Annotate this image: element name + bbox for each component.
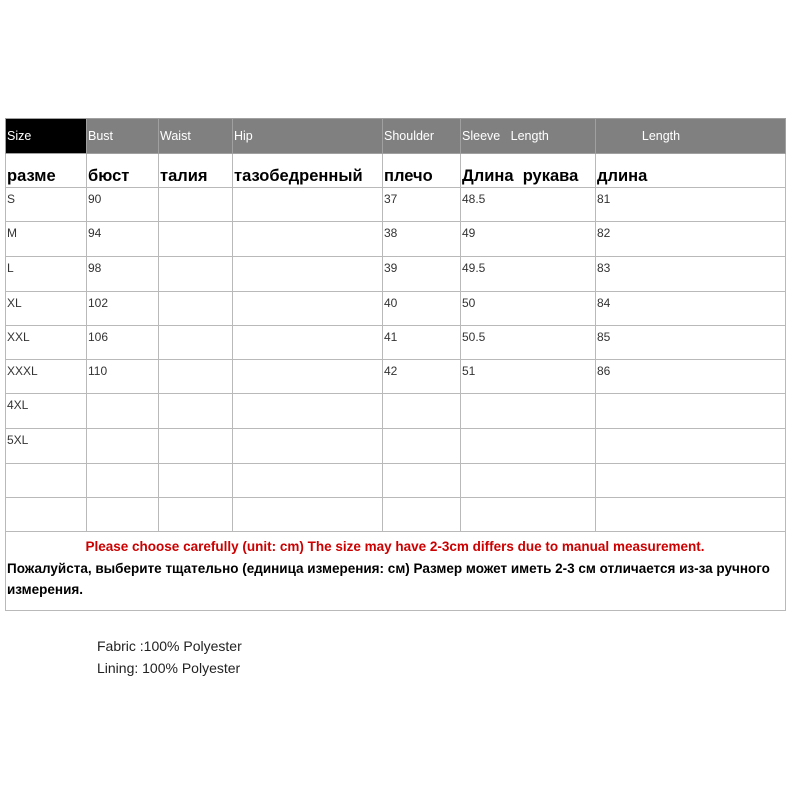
cell-length: 85 (596, 326, 786, 360)
cell-sleeve-length: 50.5 (461, 326, 596, 360)
cell-hip (233, 326, 383, 360)
cell-sleeve-length (461, 498, 596, 532)
cell-size: M (6, 222, 87, 257)
table-row (6, 326, 786, 360)
cell-sleeve-length: 50 (461, 292, 596, 326)
header-hip: Hip (233, 119, 383, 154)
table-row (6, 498, 786, 532)
cell-shoulder: 37 (383, 188, 461, 222)
lining-composition: Lining: 100% Polyester (97, 660, 241, 676)
cell-size: 5XL (6, 429, 87, 464)
cell-waist (159, 222, 233, 257)
cell-sleeve-length (461, 464, 596, 498)
cell-shoulder (383, 394, 461, 429)
cell-bust: 90 (87, 188, 159, 222)
header-ru-row (6, 154, 786, 188)
measurement-note-en: Please choose carefully (unit: cm) The size may have 2-3cm differs due to manual measurement. (85, 539, 705, 554)
header-shoulder: Shoulder (383, 119, 461, 154)
table-row (6, 188, 786, 222)
cell-hip (233, 188, 383, 222)
cell-shoulder (383, 464, 461, 498)
cell-length (596, 394, 786, 429)
cell-size: L (6, 257, 87, 292)
measurement-note-ru: Пожалуйста, выберите тщательно (единица измерения: см) Размер может иметь 2-3 см отличается из-за ручного измерения. (7, 561, 770, 597)
cell-sleeve-length: 51 (461, 360, 596, 394)
cell-shoulder (383, 429, 461, 464)
cell-sleeve-length: 48.5 (461, 188, 596, 222)
header-row (6, 119, 786, 154)
cell-length: 82 (596, 222, 786, 257)
cell-sleeve-length: 49 (461, 222, 596, 257)
cell-length: 83 (596, 257, 786, 292)
cell-shoulder: 38 (383, 222, 461, 257)
cell-sleeve-length: 49.5 (461, 257, 596, 292)
cell-hip (233, 464, 383, 498)
table-row (6, 464, 786, 498)
header-ru-shoulder: плечо (383, 154, 461, 188)
header-length: Length (596, 119, 786, 154)
cell-hip (233, 429, 383, 464)
cell-size: S (6, 188, 87, 222)
cell-size: 4XL (6, 394, 87, 429)
cell-bust: 110 (87, 360, 159, 394)
cell-shoulder: 39 (383, 257, 461, 292)
fabric-composition: Fabric :100% Polyester (97, 638, 242, 654)
measurement-note (6, 532, 786, 611)
header-ru-size: разме (6, 154, 87, 188)
cell-waist (159, 188, 233, 222)
header-ru-waist: талия (159, 154, 233, 188)
table-row (6, 429, 786, 464)
cell-size: XXL (6, 326, 87, 360)
cell-waist (159, 360, 233, 394)
cell-length (596, 429, 786, 464)
header-ru-bust: бюст (87, 154, 159, 188)
cell-sleeve-length (461, 429, 596, 464)
cell-length (596, 464, 786, 498)
cell-hip (233, 498, 383, 532)
cell-shoulder (383, 498, 461, 532)
cell-waist (159, 464, 233, 498)
cell-bust: 102 (87, 292, 159, 326)
table-row (6, 394, 786, 429)
cell-length: 86 (596, 360, 786, 394)
cell-waist (159, 326, 233, 360)
cell-bust (87, 464, 159, 498)
note-row (6, 532, 786, 611)
table-row (6, 360, 786, 394)
cell-hip (233, 222, 383, 257)
table-row (6, 292, 786, 326)
cell-size: XL (6, 292, 87, 326)
cell-hip (233, 257, 383, 292)
header-bust: Bust (87, 119, 159, 154)
cell-size: XXXL (6, 360, 87, 394)
cell-bust: 94 (87, 222, 159, 257)
cell-bust (87, 498, 159, 532)
cell-shoulder: 41 (383, 326, 461, 360)
cell-shoulder: 42 (383, 360, 461, 394)
cell-length: 81 (596, 188, 786, 222)
cell-hip (233, 360, 383, 394)
cell-size (6, 464, 87, 498)
header-ru-length: длина (596, 154, 786, 188)
header-ru-hip: тазобедренный (233, 154, 383, 188)
cell-size (6, 498, 87, 532)
cell-length: 84 (596, 292, 786, 326)
header-ru-sleeve-length: Длина рукава (461, 154, 596, 188)
header-size: Size (6, 119, 87, 154)
cell-shoulder: 40 (383, 292, 461, 326)
header-sleeve-length: Sleeve Length (461, 119, 596, 154)
cell-bust (87, 394, 159, 429)
cell-hip (233, 292, 383, 326)
header-waist: Waist (159, 119, 233, 154)
cell-waist (159, 257, 233, 292)
table-row (6, 222, 786, 257)
size-chart-table (5, 118, 786, 611)
cell-sleeve-length (461, 394, 596, 429)
cell-bust (87, 429, 159, 464)
table-row (6, 257, 786, 292)
cell-hip (233, 394, 383, 429)
cell-waist (159, 498, 233, 532)
cell-waist (159, 394, 233, 429)
cell-bust: 106 (87, 326, 159, 360)
cell-waist (159, 292, 233, 326)
cell-bust: 98 (87, 257, 159, 292)
cell-waist (159, 429, 233, 464)
cell-length (596, 498, 786, 532)
